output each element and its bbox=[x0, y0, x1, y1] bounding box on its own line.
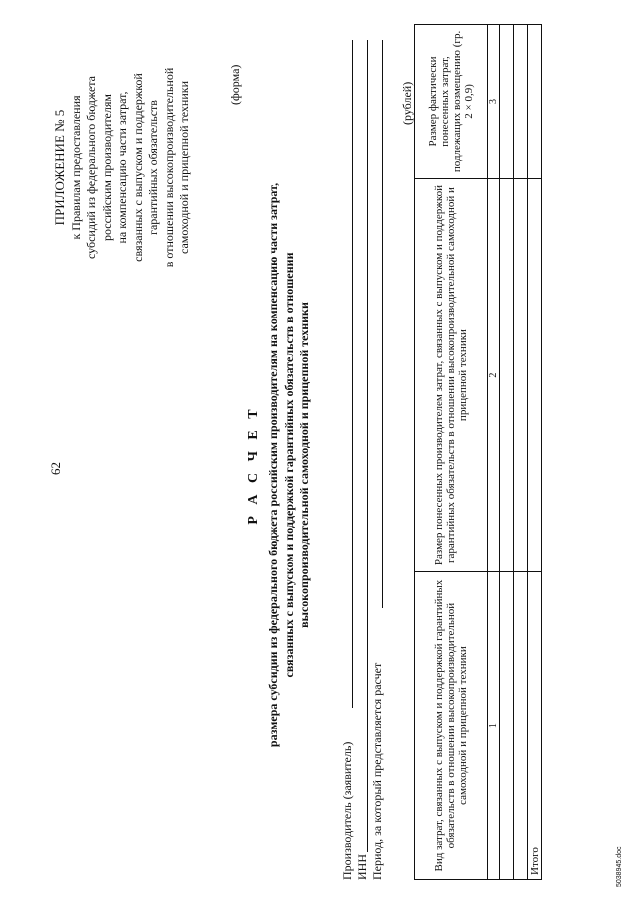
header-cell-cost-type: Вид затрат, связанных с выпуском и поддержкой гарантийных обязательств в отношении высокопроизводительной самоходной и прицепной техники bbox=[415, 572, 488, 880]
document-subtitle-line: высокопроизводительной самоходной и прицепной техники bbox=[297, 302, 311, 628]
table-cell bbox=[514, 25, 528, 179]
appendix-block bbox=[52, 25, 193, 310]
page-number: 62 bbox=[48, 462, 63, 475]
period-underline bbox=[382, 40, 383, 608]
calculation-table bbox=[414, 24, 542, 880]
column-number-row bbox=[488, 25, 500, 880]
table-row bbox=[500, 25, 514, 880]
table-cell bbox=[500, 178, 514, 571]
appendix-line: на компенсацию части затрат, bbox=[115, 91, 129, 244]
document-title: Р А С Ч Е Т bbox=[246, 405, 261, 525]
producer-label: Производитель (заявитель) bbox=[340, 741, 354, 880]
document-subtitle-line: размера субсидии из федерального бюджета российским производителям на компенсацию части затрат, bbox=[266, 182, 280, 748]
total-row bbox=[528, 25, 542, 880]
document-id: 5038945.doc bbox=[616, 846, 623, 887]
period-label: Период, за который представляется расчет bbox=[370, 662, 384, 880]
table-header-row bbox=[415, 25, 488, 880]
appendix-line: в отношении высокопроизводительной bbox=[161, 67, 176, 268]
inn-label: ИНН bbox=[355, 854, 369, 880]
appendix-line: связанных с выпуском и поддержкой bbox=[130, 73, 145, 262]
appendix-line: российским производителям bbox=[99, 94, 114, 241]
appendix-line: субсидий из федерального бюджета bbox=[84, 75, 98, 260]
table-cell bbox=[500, 572, 514, 880]
document-heading bbox=[246, 45, 313, 885]
table-cell bbox=[514, 178, 528, 571]
total-label: Итого bbox=[528, 572, 542, 880]
form-label: (форма) bbox=[228, 64, 242, 105]
table-row bbox=[514, 25, 528, 880]
producer-field bbox=[340, 40, 354, 880]
fields-block bbox=[340, 40, 385, 880]
column-number: 2 bbox=[488, 178, 500, 571]
column-number: 1 bbox=[488, 572, 500, 880]
table-cell bbox=[514, 572, 528, 880]
inn-underline bbox=[367, 40, 368, 852]
document-subtitle-line: связанных с выпуском и поддержкой гарантийных обязательств в отношении bbox=[281, 252, 296, 678]
table-cell bbox=[528, 178, 542, 571]
table-cell bbox=[500, 25, 514, 179]
appendix-line: самоходной и прицепной техники bbox=[177, 80, 191, 255]
header-cell-reimbursable: Размер фактически понесенных затрат, подлежащих возмещению (гр. 2 × 0,9) bbox=[415, 25, 488, 179]
producer-underline bbox=[352, 40, 353, 708]
appendix-title: ПРИЛОЖЕНИЕ № 5 bbox=[52, 109, 67, 226]
column-number: 3 bbox=[488, 25, 500, 179]
appendix-line: гарантийных обязательств bbox=[146, 100, 160, 235]
period-field bbox=[370, 40, 384, 880]
inn-field bbox=[355, 40, 369, 880]
header-cell-cost-amount: Размер понесенных производителем затрат, связанных с выпуском и поддержкой гарантийных обязательств в отношении высокопроизводительной самоходной и прицепной техники bbox=[415, 178, 488, 571]
appendix-line: к Правилам предоставления bbox=[68, 95, 83, 240]
units-label: (рублей) bbox=[400, 81, 414, 125]
table-cell bbox=[528, 25, 542, 179]
